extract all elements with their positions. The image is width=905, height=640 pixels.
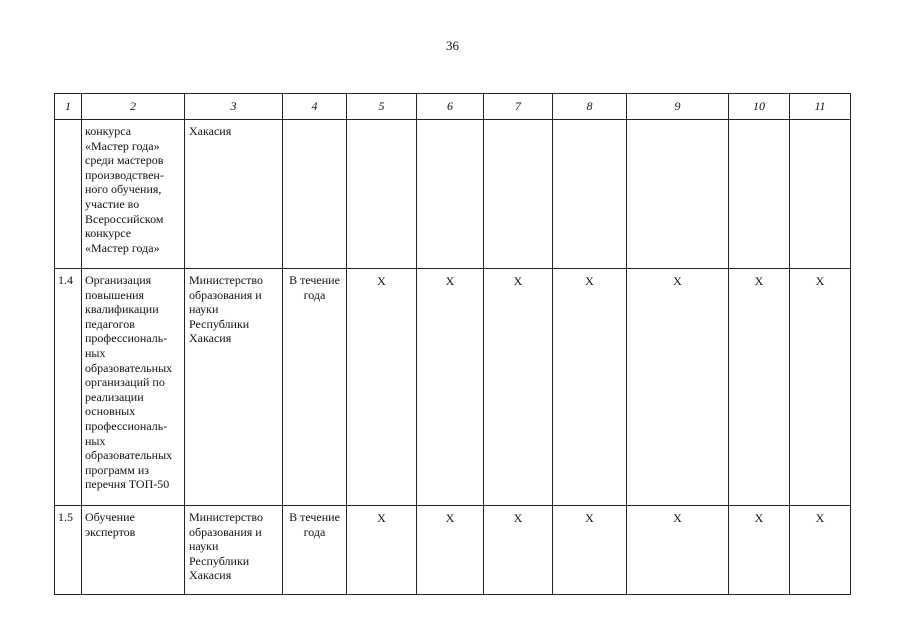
- executor: Министерство образования и науки Республики Хакасия: [185, 269, 283, 506]
- mark-cell: X: [627, 269, 729, 506]
- column-header: 6: [417, 94, 484, 120]
- table-row: [55, 120, 851, 269]
- mark-cell: X: [347, 506, 417, 595]
- period: В течение года: [283, 506, 347, 595]
- period: [283, 120, 347, 269]
- event-name: Организация повышения квалификации педагогов профессиональ- ных образовательных организаций по реализации основных профессиональ- ных образовательных программ из перечня ТОП-50: [82, 269, 185, 506]
- mark-cell: [790, 120, 851, 269]
- event-name: Обучение экспертов: [82, 506, 185, 595]
- column-header: 5: [347, 94, 417, 120]
- mark-cell: [347, 120, 417, 269]
- event-name: конкурса «Мастер года» среди мастеров производствен- ного обучения, участие во Всероссийском конкурсе «Мастер года»: [82, 120, 185, 269]
- mark-cell: X: [729, 269, 790, 506]
- table-header-row: [55, 94, 851, 120]
- mark-cell: X: [553, 506, 627, 595]
- period: В течение года: [283, 269, 347, 506]
- column-header: 9: [627, 94, 729, 120]
- table-row: [55, 506, 851, 595]
- mark-cell: [484, 120, 553, 269]
- column-header: 10: [729, 94, 790, 120]
- column-header: 1: [55, 94, 82, 120]
- column-header: 7: [484, 94, 553, 120]
- mark-cell: X: [790, 269, 851, 506]
- plan-table: [54, 93, 851, 595]
- mark-cell: X: [729, 506, 790, 595]
- page-number: 36: [446, 38, 459, 53]
- mark-cell: X: [790, 506, 851, 595]
- column-header: 4: [283, 94, 347, 120]
- table-row: [55, 269, 851, 506]
- mark-cell: X: [417, 506, 484, 595]
- column-header: 2: [82, 94, 185, 120]
- mark-cell: X: [484, 269, 553, 506]
- row-number: 1.4: [55, 269, 82, 506]
- column-header: 8: [553, 94, 627, 120]
- column-header: 3: [185, 94, 283, 120]
- mark-cell: [729, 120, 790, 269]
- mark-cell: X: [484, 506, 553, 595]
- executor: Министерство образования и науки Республики Хакасия: [185, 506, 283, 595]
- mark-cell: [417, 120, 484, 269]
- mark-cell: X: [347, 269, 417, 506]
- mark-cell: [627, 120, 729, 269]
- mark-cell: [553, 120, 627, 269]
- row-number: [55, 120, 82, 269]
- column-header: 11: [790, 94, 851, 120]
- mark-cell: X: [627, 506, 729, 595]
- executor: Хакасия: [185, 120, 283, 269]
- mark-cell: X: [417, 269, 484, 506]
- row-number: 1.5: [55, 506, 82, 595]
- mark-cell: X: [553, 269, 627, 506]
